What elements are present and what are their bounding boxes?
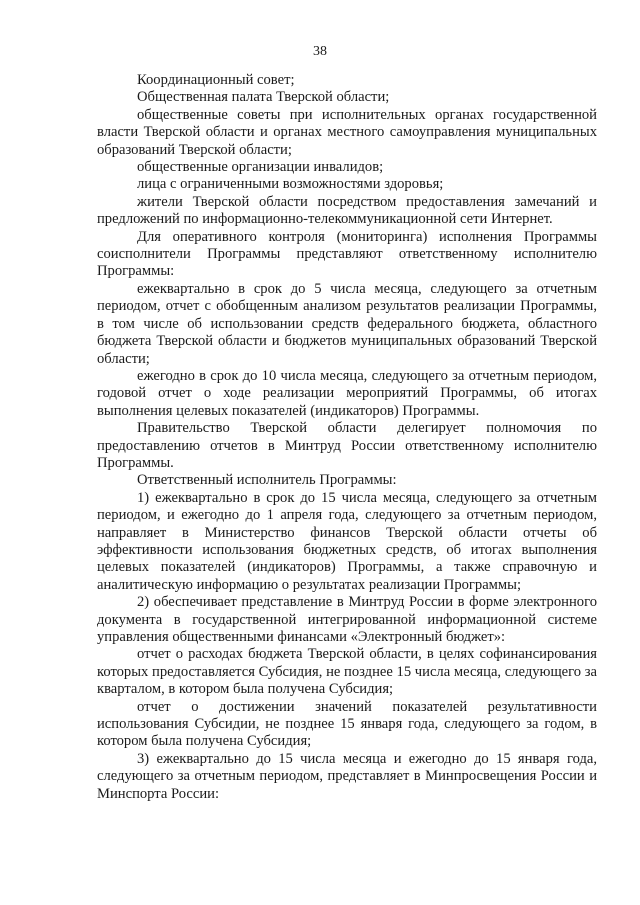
- paragraph: отчет о достижении значений показателей результативности использования Субсидии, не позднее 15 января года, следующего за годом, в котором была получена Субсидия;: [97, 698, 597, 750]
- paragraph: отчет о расходах бюджета Тверской области, в целях софинансирования которых предоставляется Субсидия, не позднее 15 числа месяца, следующего за кварталом, в котором была получена Субсидия;: [97, 646, 597, 698]
- document-body: [97, 72, 597, 803]
- paragraph: ежеквартально в срок до 5 числа месяца, следующего за отчетным периодом, отчет с обобщенным анализом результатов реализации Программы, в том числе об использовании средств федерального бюджета, областного бюджета Тверской области и бюджетов муниципальных образований Тверской области;: [97, 280, 597, 367]
- paragraph: Ответственный исполнитель Программы:: [137, 472, 397, 489]
- paragraph: жители Тверской области посредством предоставления замечаний и предложений по информационно-телекоммуникационной сети Интернет.: [97, 193, 597, 228]
- paragraph: Общественная палата Тверской области;: [137, 89, 390, 106]
- paragraph: 1) ежеквартально в срок до 15 числа месяца, следующего за отчетным периодом, и ежегодно до 1 апреля года, следующего за отчетным периодом, направляет в Министерство финансов Тверской области отчеты об эффективности использования бюджетных средств, об итогах выполнения целевых показателей (индикаторов) Программы, а также справочную и аналитическую информацию о результатах реализации Программы;: [97, 489, 597, 593]
- paragraph: Правительство Тверской области делегирует полномочия по предоставлению отчетов в Минтруд России ответственному исполнителю Программы.: [97, 420, 597, 471]
- paragraph: 2) обеспечивает представление в Минтруд России в форме электронного документа в государственной интегрированной информационной системе управления общественными финансами «Электронный бюджет»:: [97, 594, 597, 645]
- paragraph: общественные организации инвалидов;: [137, 159, 384, 176]
- paragraph: 3) ежеквартально до 15 числа месяца и ежегодно до 15 января года, следующего за отчетным периодом, представляет в Минпросвещения России и Минспорта России:: [97, 750, 597, 802]
- paragraph: общественные советы при исполнительных органах государственной власти Тверской области и органах местного самоуправления муниципальных образований Тверской области;: [97, 106, 597, 158]
- paragraph: ежегодно в срок до 10 числа месяца, следующего за отчетным периодом, годовой отчет о ходе реализации мероприятий Программы, об итогах выполнения целевых показателей (индикаторов) Программы.: [97, 367, 597, 419]
- paragraph: лица с ограниченными возможностями здоровья;: [137, 176, 444, 193]
- page-number: 38: [313, 44, 327, 59]
- paragraph: Для оперативного контроля (мониторинга) исполнения Программы соисполнители Программы представляют ответственному исполнителю Программы:: [97, 228, 597, 280]
- paragraph: Координационный совет;: [137, 72, 295, 88]
